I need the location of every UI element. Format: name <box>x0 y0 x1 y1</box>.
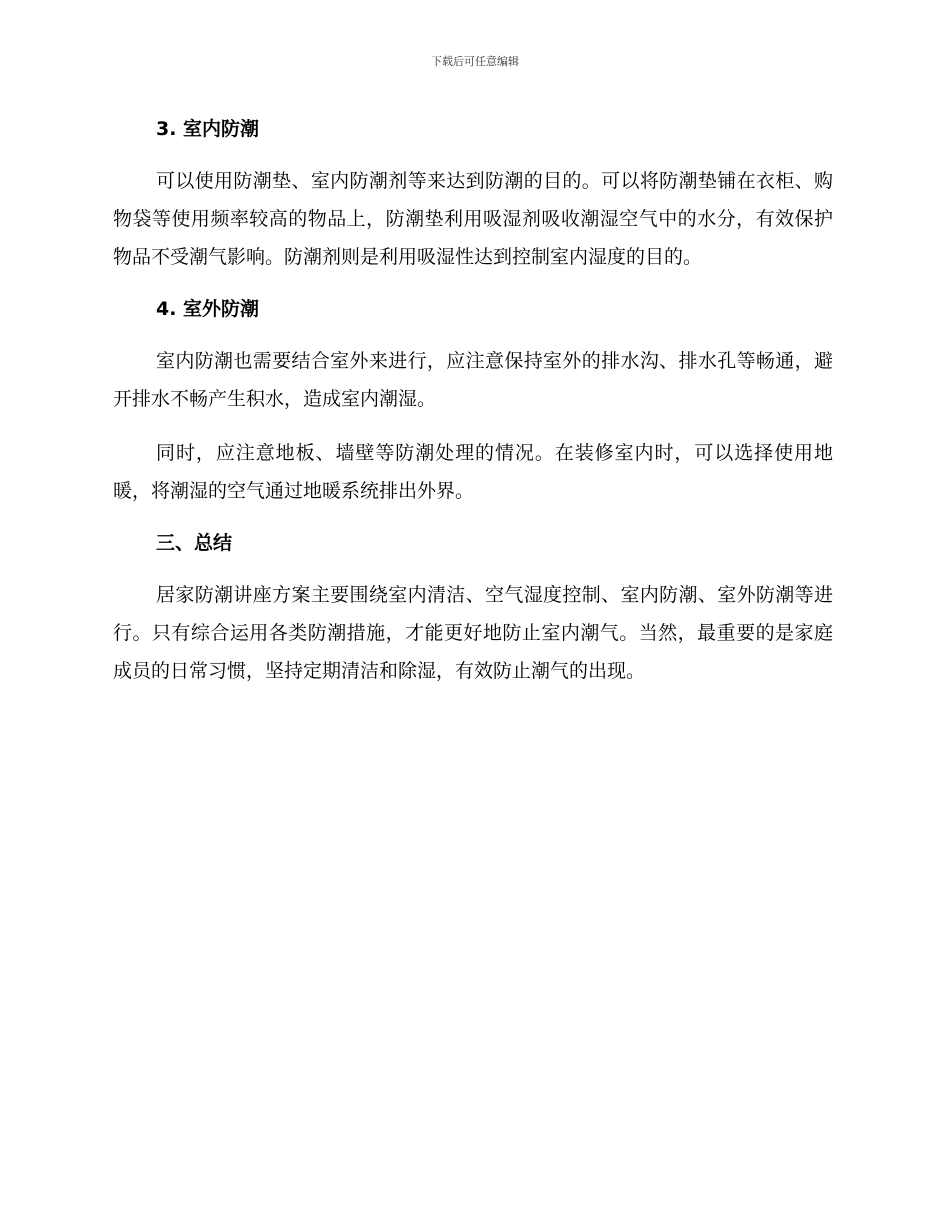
section-heading-outdoor: 4. 室外防潮 <box>156 298 260 320</box>
paragraph-indoor: 可以使用防潮垫、室内防潮剂等来达到防潮的目的。可以将防潮垫铺在衣柜、购物袋等使用频率较高的物品上，防潮垫利用吸湿剂吸收潮湿空气中的水分，有效保护物品不受潮气影响。防潮剂则是利用吸湿性达到控制室内湿度的目的。 <box>113 170 833 268</box>
paragraph-outdoor-2: 同时，应注意地板、墙壁等防潮处理的情况。在装修室内时，可以选择使用地暖，将潮湿的空气通过地暖系统排出外界。 <box>113 442 833 502</box>
section-heading-indoor: 3. 室内防潮 <box>156 118 260 140</box>
section-heading-summary: 三、总结 <box>156 532 233 554</box>
header-note: 下载后可任意编辑 <box>431 55 519 68</box>
paragraph-outdoor-1: 室内防潮也需要结合室外来进行，应注意保持室外的排水沟、排水孔等畅通，避开排水不畅产生积水，造成室内潮湿。 <box>113 350 833 410</box>
document-body <box>113 112 833 690</box>
paragraph-summary: 居家防潮讲座方案主要围绕室内清洁、空气湿度控制、室内防潮、室外防潮等进行。只有综合运用各类防潮措施，才能更好地防止室内潮气。当然，最重要的是家庭成员的日常习惯，坚持定期清洁和除湿，有效防止潮气的出现。 <box>113 584 833 682</box>
